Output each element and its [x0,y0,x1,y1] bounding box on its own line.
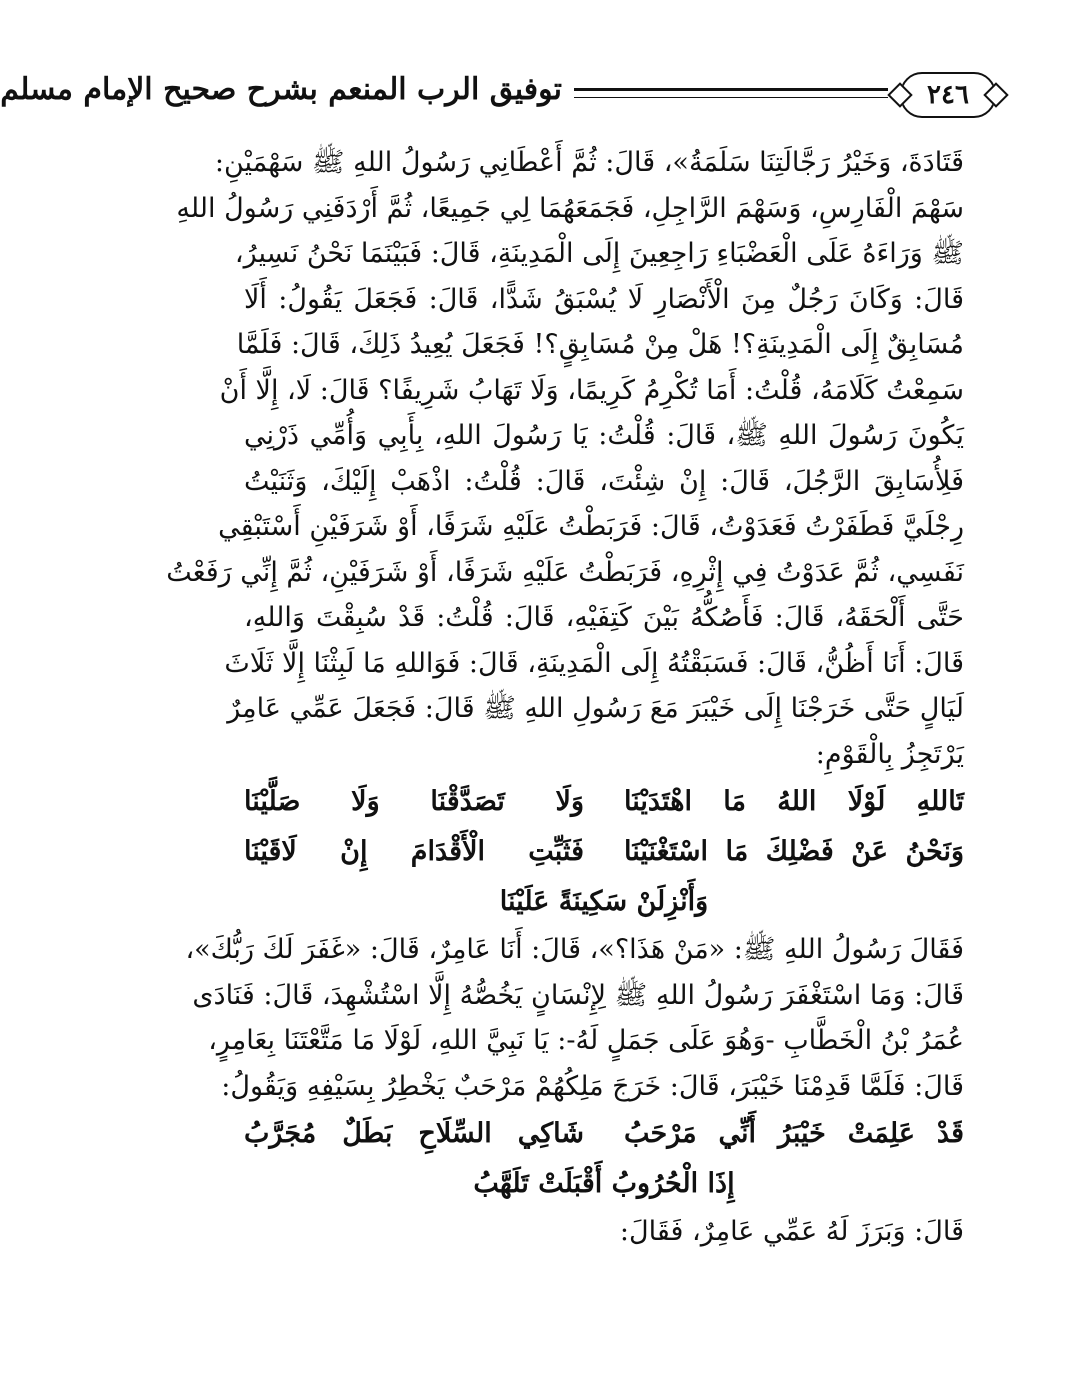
verse-first-hemistich: تَاللهِ لَوْلَا اللهُ مَا اهْتَدَيْنَا [624,786,964,817]
text-line: قَالَ: وَبَرَزَ لَهُ عَمِّي عَامِرٌ، فَقَالَ: [619,1216,964,1247]
verse-first-hemistich: وَنَحْنُ عَنْ فَضْلِكَ مَا اسْتَغْنَيْنَا [624,836,964,867]
poem-verse [244,1109,964,1159]
poem-center-line: إِذَا الْحُرُوبُ أَقْبَلَتْ تَلَهَّبُ [473,1168,735,1199]
text-line: مُسَابِقٌ إِلَى الْمَدِينَةِ؟! هَلْ مِنْ مُسَابِقٍ؟! فَجَعَلَ يُعِيدُ ذَلِكَ، قَالَ: فَلَمَّا [236,329,964,360]
verse-second-hemistich: فَثَبِّتِ الْأَقْدَامَ إِنْ لَاقَيْنَا [244,836,584,867]
text-line: قَتَادَةَ، وَخَيْرُ رَجَّالَتِنَا سَلَمَةُ»، قَالَ: ثُمَّ أَعْطَانِي رَسُولُ اللهِ ﷺ سَهْمَيْنِ: [214,147,964,178]
page-number: ٢٤٦ [900,72,996,118]
verse-second-hemistich: وَلَا تَصَدَّقْنَا وَلَا صَلَّيْنَا [244,786,584,817]
text-line: حَتَّى أَلْحَقَهُ، قَالَ: فَأَصُكُّهُ بَيْنَ كَتِفَيْهِ، قَالَ: قُلْتُ: قَدْ سُبِقْتَ وَاللهِ، [244,602,964,633]
text-line: سَمِعْتُ كَلَامَهُ، قُلْتُ: أَمَا تُكْرِمُ كَرِيمًا، وَلَا تَهَابُ شَرِيفًا؟ قَالَ: لَا، إِلَّا أَنْ [219,374,964,406]
poem-center-line: وَأَنْزِلَنْ سَكِينَةً عَلَيْنَا [499,886,709,917]
text-line: سَهْمَ الْفَارِسِ، وَسَهْمَ الرَّاجِلِ، فَجَمَعَهُمَا لِي جَمِيعًا، ثُمَّ أَرْدَفَنِي رَسُولُ اللهِ [176,192,964,224]
text-line: قَالَ: أَنَا أَظُنُّ، قَالَ: فَسَبَقْتُهُ إِلَى الْمَدِينَةِ، قَالَ: فَوَاللهِ مَا لَبِثْنَا إِلَّا ثَلَاثَ [224,647,964,679]
text-line: لَيَالٍ حَتَّى خَرَجْنَا إِلَى خَيْبَرَ مَعَ رَسُولِ اللهِ ﷺ قَالَ: فَجَعَلَ عَمِّي عَامِرٌ [227,693,964,724]
poem-verse [244,777,964,827]
text-line: نَفَسِي، ثُمَّ عَدَوْتُ فِي إِثْرِهِ، فَرَبَطْتُ عَلَيْهِ شَرَفًا، أَوْ شَرَفَيْنِ، ثُمَّ إِنِّي رَفَعْتُ [166,556,964,588]
book-title: توفيق الرب المنعم بشرح صحيح الإمام مسلم [0,72,562,107]
text-line: ﷺ وَرَاءَهُ عَلَى الْعَضْبَاءِ رَاجِعِينَ إِلَى الْمَدِينَةِ، قَالَ: فَبَيْنَمَا نَحْنُ نَسِيرُ، [234,238,964,269]
text-line: قَالَ: فَلَمَّا قَدِمْنَا خَيْبَرَ، قَالَ: خَرَجَ مَلِكُهُمْ مَرْحَبٌ يَخْطِرُ بِسَيْفِهِ وَيَقُولُ: [221,1070,964,1102]
text-line: فَقَالَ رَسُولُ اللهِ ﷺ: «مَنْ هَذَا؟»، قَالَ: أَنَا عَامِرٌ، قَالَ: «غَفَرَ لَكَ رَبُّكَ»، [185,934,964,965]
header-rule [574,88,888,98]
poem-verse [244,827,964,877]
page-header [0,58,996,128]
text-line: رِجْلَيَّ فَطَفَرْتُ فَعَدَوْتُ، قَالَ: فَرَبَطْتُ عَلَيْهِ شَرَفًا، أَوْ شَرَفَيْنِ أَسْتَبْقِي [218,511,964,542]
text-line: يَرْتَجِزُ بِالْقَوْمِ: [815,738,964,770]
text-line: قَالَ: وَمَا اسْتَغْفَرَ رَسُولُ اللهِ ﷺ لِإِنْسَانٍ يَخُصُّهُ إِلَّا اسْتُشْهِدَ، قَالَ: فَنَادَى [192,979,964,1011]
page-body [166,140,964,1255]
text-line: يَكُونَ رَسُولَ اللهِ ﷺ، قَالَ: قُلْتُ: يَا رَسُولَ اللهِ، بِأَبِي وَأُمِّي ذَرْنِي [244,420,964,451]
text-line: قَالَ: وَكَانَ رَجُلٌ مِنَ الْأَنْصَارِ لَا يُسْبَقُ شَدًّا، قَالَ: فَجَعَلَ يَقُولُ: أَلَا [244,283,964,315]
text-line: عُمَرُ بْنُ الْخَطَّابِ -وَهُوَ عَلَى جَمَلٍ لَهُ-: يَا نَبِيَّ اللهِ، لَوْلَا مَا مَتَّعْتَنَا بِعَامِرٍ، [208,1025,964,1056]
text-line: فَلِأُسَابِقَ الرَّجُلَ، قَالَ: إِنْ شِئْتَ، قَالَ: قُلْتُ: اذْهَبْ إِلَيْكَ، وَثَنَيْتُ [244,465,964,497]
verse-second-hemistich: شَاكِي السِّلَاحِ بَطَلٌ مُجَرَّبُ [244,1118,584,1149]
verse-first-hemistich: قَدْ عَلِمَتْ خَيْبَرُ أَنِّي مَرْحَبُ [624,1118,964,1149]
